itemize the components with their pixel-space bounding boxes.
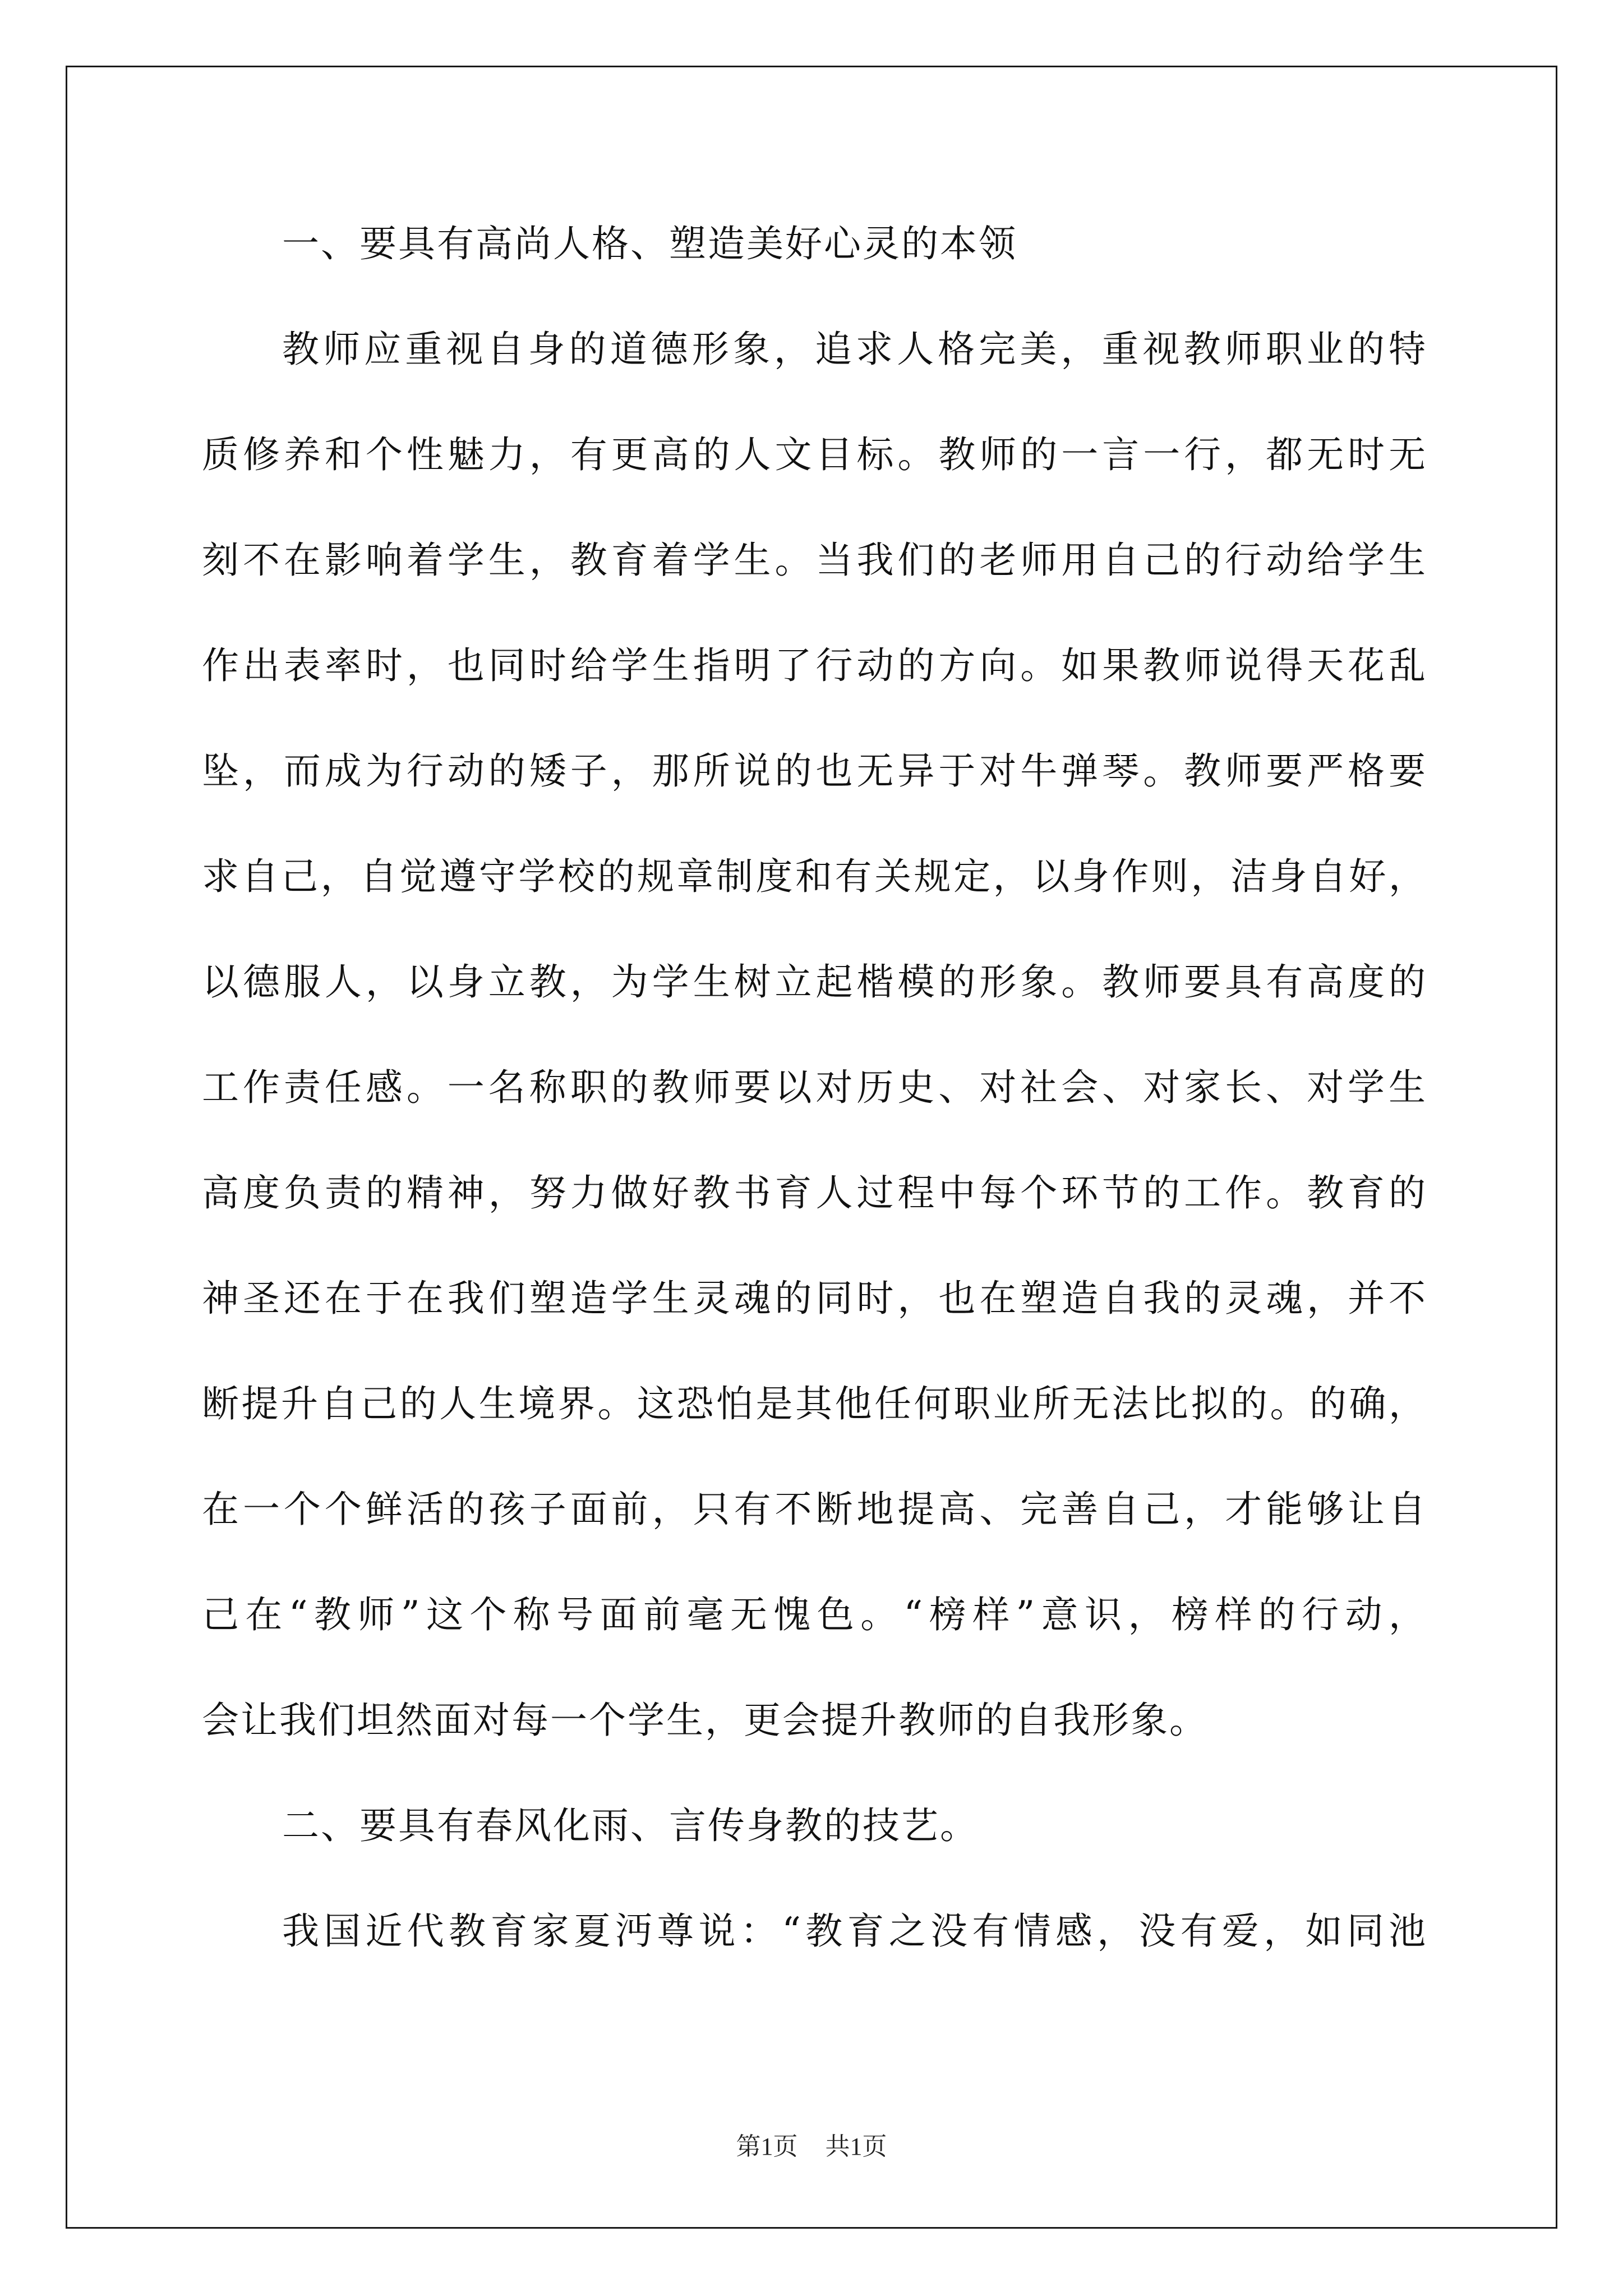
page-footer [0,2126,1623,2162]
text-line: 二、要具有春风化雨、言传身教的技艺。 [282,1804,979,1847]
text-line: 刻不在影响着学生，教育着学生。当我们的老师用自己的行动给学生 [202,539,1427,582]
text-line: 以德服人，以身立教，为学生树立起楷模的形象。教师要具有高度的 [202,960,1427,1004]
text-line: 作出表率时，也同时给学生指明了行动的方向。如果教师说得天花乱 [202,644,1427,687]
text-line: 求自己，自觉遵守学校的规章制度和有关规定，以身作则，洁身自好， [202,855,1427,898]
page-number: 第1页 [736,2133,798,2160]
text-line: 高度负责的精神，努力做好教书育人过程中每个环节的工作。教育的 [202,1171,1427,1214]
text-line: 己在“教师”这个称号面前毫无愧色。“榜样”意识，榜样的行动， [202,1593,1427,1636]
text-line: 教师应重视自身的道德形象，追求人格完美，重视教师职业的特 [282,328,1427,371]
page-total: 共1页 [825,2133,887,2160]
text-line: 一、要具有高尚人格、塑造美好心灵的本领 [282,222,1017,265]
document-body [202,213,1427,2006]
text-line: 在一个个鲜活的孩子面前，只有不断地提高、完善自己，才能够让自 [202,1488,1427,1531]
text-line: 质修养和个性魅力，有更高的人文目标。教师的一言一行，都无时无 [202,433,1427,476]
text-line: 坠，而成为行动的矮子，那所说的也无异于对牛弹琴。教师要严格要 [202,749,1427,793]
text-line: 我国近代教育家夏沔尊说：“教育之没有情感，没有爱，如同池 [282,1910,1427,1953]
text-line: 神圣还在于在我们塑造学生灵魂的同时，也在塑造自我的灵魂，并不 [202,1277,1427,1320]
text-line: 断提升自己的人生境界。这恐怕是其他任何职业所无法比拟的。的确， [202,1382,1427,1425]
text-line: 工作责任感。一名称职的教师要以对历史、对社会、对家长、对学生 [202,1066,1427,1109]
text-line: 会让我们坦然面对每一个学生，更会提升教师的自我形象。 [202,1699,1208,1742]
